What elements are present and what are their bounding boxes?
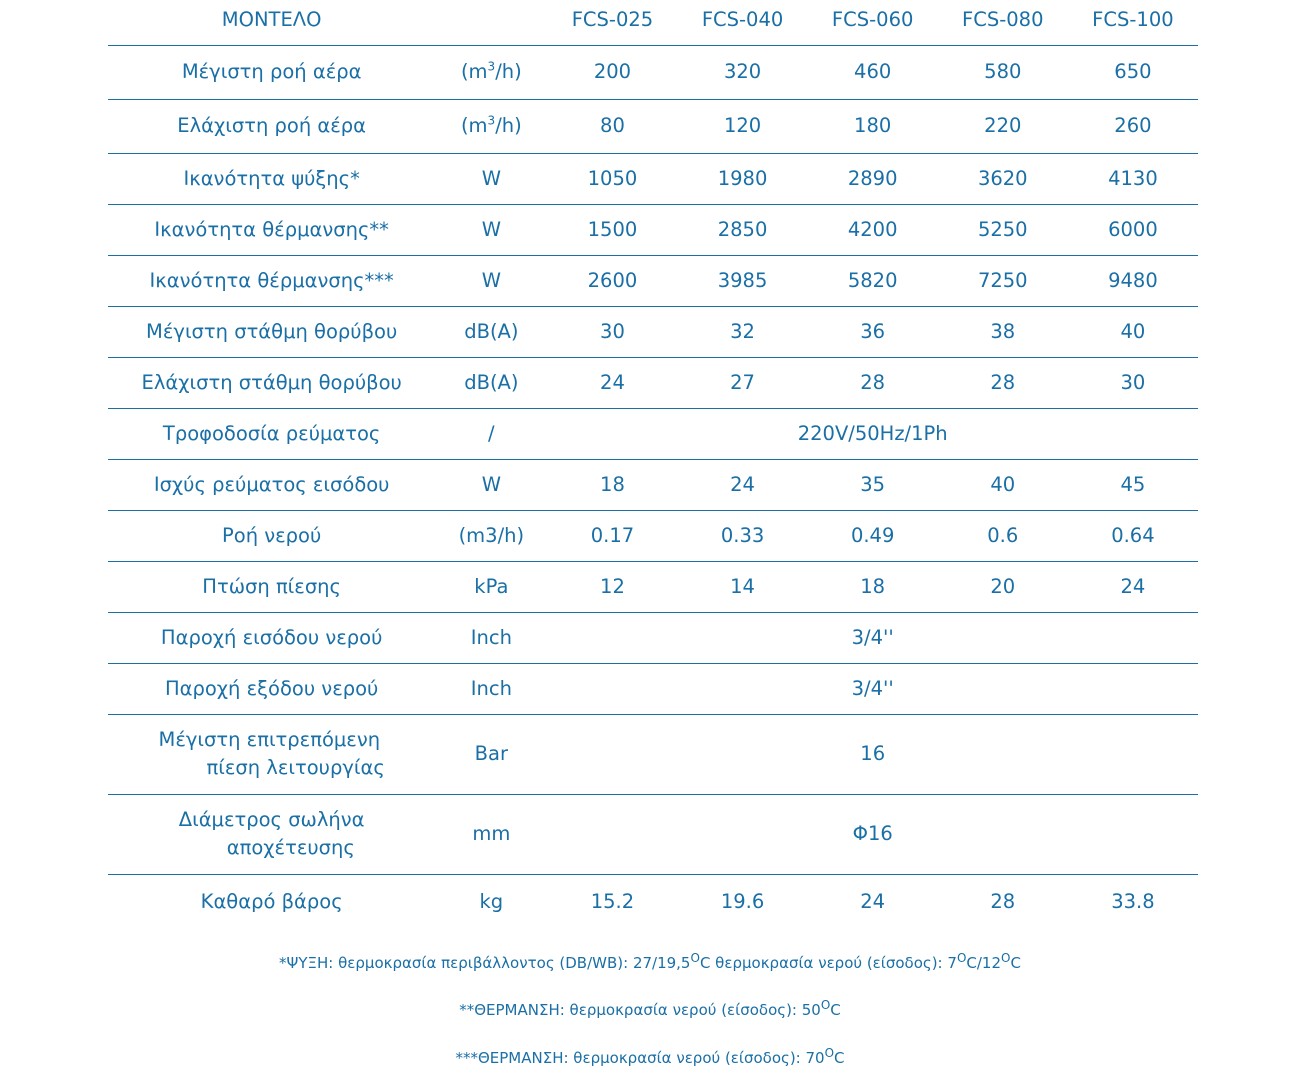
param-label: Παροχή εξόδου νερού [164,676,379,700]
value-cell: 19.6 [720,889,765,913]
value-cell: 1500 [587,217,638,241]
merged-value-cell: 16 [860,742,886,765]
value-cell: 2850 [717,217,768,241]
value-cell: 5820 [847,268,898,292]
value-cell: 2890 [847,166,898,190]
param-label: Μέγιστη ροή αέρα [181,60,362,83]
value-cell: 80 [600,114,625,137]
value-cell: 0.33 [720,523,765,547]
value-cell: 260 [1114,114,1152,137]
value-cell: 580 [984,60,1022,83]
unit-cell: W [481,268,501,292]
table-row [108,204,1198,255]
header-model-label: ΜΟΝΤΕΛΟ [221,7,322,31]
table-row [108,45,1198,99]
unit-cell: dB(A) [464,370,519,394]
value-cell: 15.2 [590,889,635,913]
footnote-cooling: *ΨΥΞΗ: θερμοκρασία περιβάλλοντος (DB/WB): $27/19,5^OC$ θερμοκρασία νερού (είσοδος): $7^OC/12^OC$ [279,951,1021,972]
header-row [108,0,1198,45]
header-model-fcs-025: FCS-025 [571,7,654,31]
table-row [108,255,1198,306]
table-row [108,306,1198,357]
unit-cell: W [481,472,501,496]
value-cell: 18 [600,472,625,496]
header-model-fcs-080: FCS-080 [962,7,1044,31]
param-label-line1: Μέγιστη επιτρεπόμενη [158,728,381,751]
table-row [108,153,1198,204]
merged-value-cell: 3/4'' [851,676,894,700]
param-label [108,794,435,874]
param-label-line2: πίεση λειτουργίας [206,756,385,779]
value-cell: 45 [1120,472,1146,496]
header-unit [435,0,547,45]
param-label: Ικανότητα θέρμανσης*** [149,268,394,292]
value-cell: 0.49 [850,523,895,547]
value-cell: 28 [860,370,886,394]
header-model-fcs-100: FCS-100 [1092,7,1174,31]
footnote-heating-70: ***ΘΕΡΜΑΝΣΗ: θερμοκρασία νερού (είσοδος): $70^OC$ [455,1046,845,1067]
value-cell: 24 [600,370,625,394]
value-cell: 28 [990,370,1016,394]
table-row [108,99,1198,153]
table-row [108,663,1198,714]
value-cell: 24 [1120,574,1146,598]
value-cell: 3620 [977,166,1028,190]
unit-cell: / [488,421,495,445]
value-cell: 27 [730,370,755,394]
param-label: Ροή νερού [222,523,322,547]
merged-value-cell: 220V/50Hz/1Ph [797,421,948,445]
param-label: Ικανότητα θέρμανσης** [154,217,389,241]
value-cell: 40 [990,472,1016,496]
value-cell: 650 [1114,60,1152,83]
param-label: Μέγιστη στάθμη θορύβου [146,319,398,343]
table-row [108,459,1198,510]
param-label: Ικανότητα ψύξης* [183,166,360,190]
value-cell: 24 [730,472,755,496]
value-cell: 18 [860,574,886,598]
footnote-heating-50: **ΘΕΡΜΑΝΣΗ: θερμοκρασία νερού (είσοδος): $50^OC$ [459,998,841,1019]
value-cell: 0.6 [987,523,1019,547]
value-cell: 12 [600,574,625,598]
unit-cell: dB(A) [464,319,519,343]
value-cell: 320 [723,60,762,83]
table-row [108,612,1198,663]
value-cell: 5250 [977,217,1028,241]
param-label [108,714,435,794]
value-cell: 36 [860,319,886,343]
table-row [108,874,1198,929]
value-cell: 200 [593,60,632,83]
header-model-fcs-040: FCS-040 [701,7,784,31]
param-label: Τροφοδοσία ρεύματος [162,421,381,445]
param-label: Ελάχιστη στάθμη θορύβου [141,370,402,394]
header-model-fcs-060: FCS-060 [831,7,914,31]
table-row [108,794,1198,874]
value-cell: 9480 [1108,268,1158,292]
param-label: Καθαρό βάρος [200,889,343,913]
param-label: Παροχή εισόδου νερού [160,625,383,649]
value-cell: 7250 [977,268,1028,292]
merged-value-cell: 3/4'' [851,625,894,649]
table-row [108,510,1198,561]
value-cell: 35 [860,472,886,496]
value-cell: 3985 [717,268,768,292]
merged-value-cell: Φ16 [852,822,893,845]
unit-cell: $(m^3/h)$ [460,59,522,83]
unit-cell: W [481,217,501,241]
value-cell: 28 [990,889,1016,913]
unit-cell: kg [479,889,504,913]
unit-cell: W [481,166,501,190]
unit-cell: Bar [474,742,509,765]
value-cell: 32 [730,319,755,343]
value-cell: 30 [600,319,625,343]
param-label: Πτώση πίεσης [202,574,341,598]
unit-cell: (m3/h) [458,523,525,547]
param-label: Ελάχιστη ροή αέρα [177,114,367,137]
table-row [108,561,1198,612]
param-label-line1: Διάμετρος σωλήνα [178,808,365,831]
table-row [108,408,1198,459]
value-cell: 1050 [587,166,638,190]
value-cell: 220 [984,114,1022,137]
table-row [108,357,1198,408]
unit-cell: $(m^3/h)$ [460,113,522,137]
table-row [108,714,1198,794]
value-cell: 180 [854,114,892,137]
value-cell: 38 [990,319,1016,343]
value-cell: 6000 [1108,217,1158,241]
unit-cell: mm [472,822,511,845]
specifications-table [108,0,1198,929]
value-cell: 30 [1120,370,1146,394]
value-cell: 14 [730,574,755,598]
value-cell: 4130 [1108,166,1158,190]
unit-cell: Inch [470,676,512,700]
unit-cell: Inch [470,625,512,649]
value-cell: 460 [854,60,892,83]
value-cell: 24 [860,889,886,913]
param-label-line2: αποχέτευσης [226,836,355,859]
value-cell: 33.8 [1111,889,1155,913]
unit-cell: kPa [474,574,509,598]
value-cell: 2600 [587,268,638,292]
value-cell: 4200 [847,217,898,241]
value-cell: 0.17 [590,523,635,547]
value-cell: 120 [723,114,762,137]
value-cell: 20 [990,574,1016,598]
value-cell: 1980 [717,166,768,190]
param-label: Ισχύς ρεύματος εισόδου [153,472,390,496]
value-cell: 0.64 [1111,523,1155,547]
value-cell: 40 [1120,319,1146,343]
